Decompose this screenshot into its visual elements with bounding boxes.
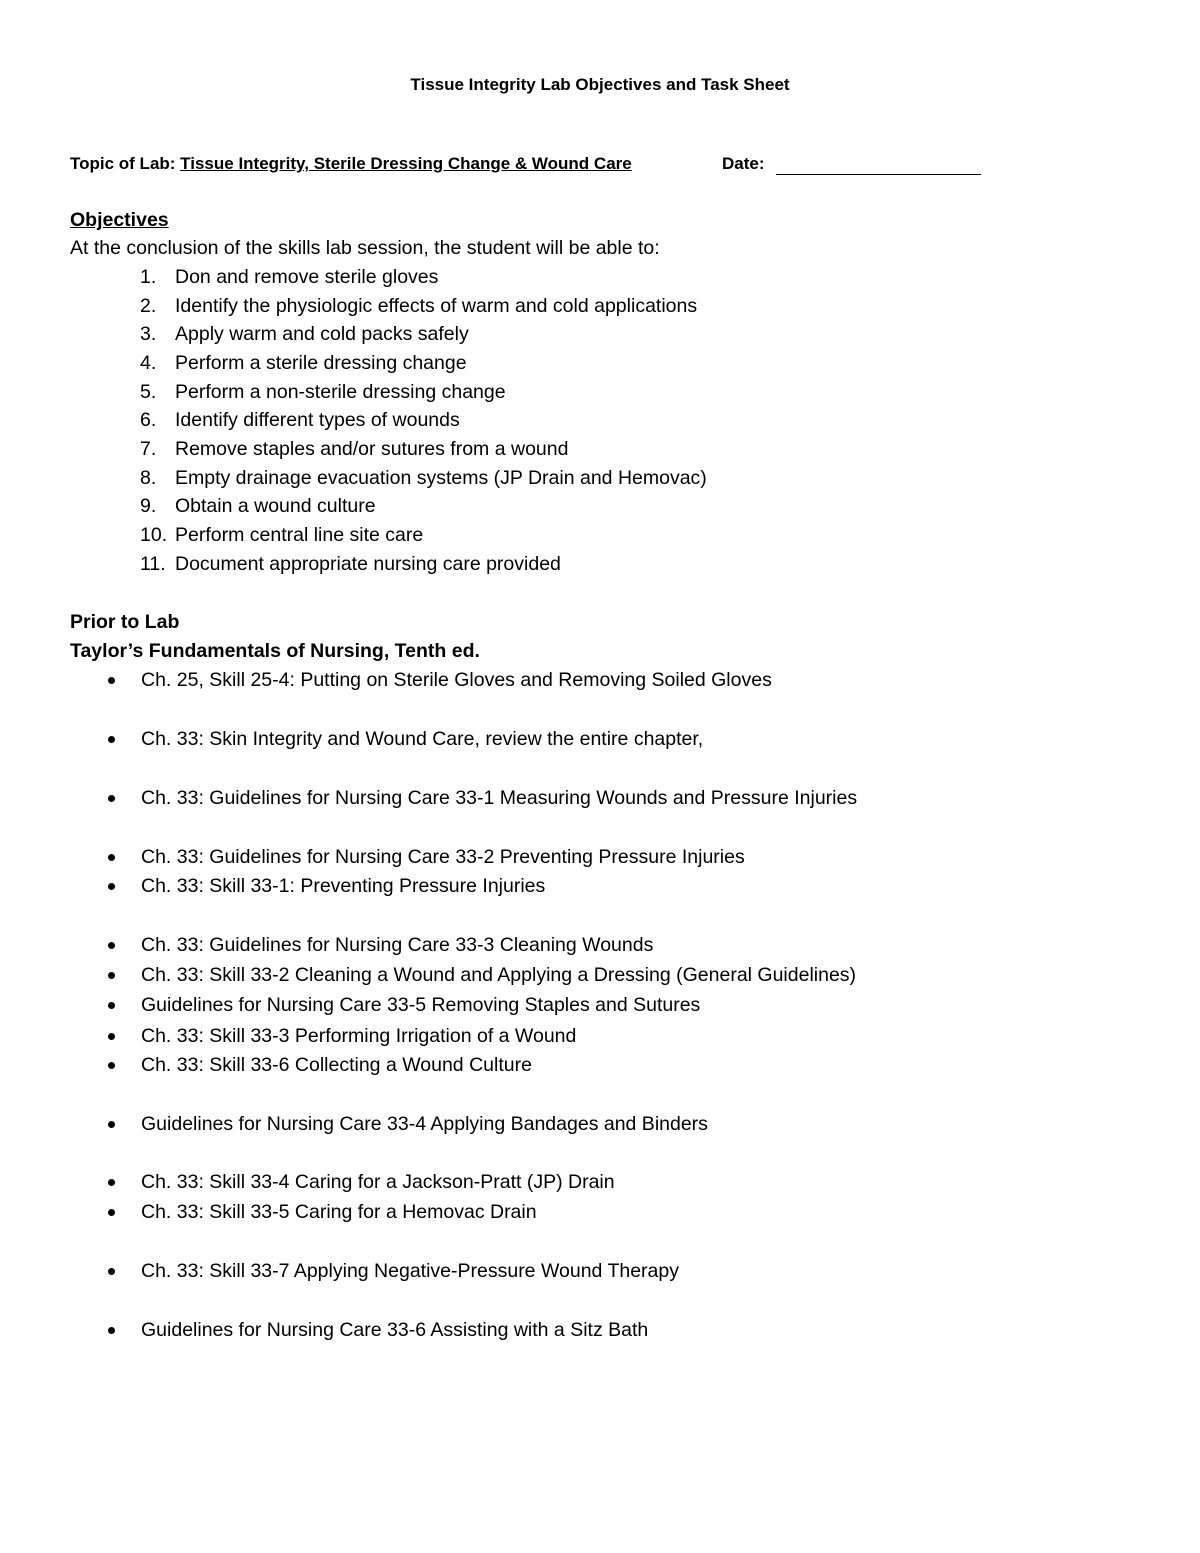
prior-item: Ch. 33: Skill 33-2 Cleaning a Wound and Applying a Dressing (General Guidelines) bbox=[141, 964, 857, 986]
bullet-icon bbox=[108, 883, 115, 890]
objective-number: 3. bbox=[140, 323, 157, 345]
prior-item: Ch. 33: Skill 33-7 Applying Negative-Pressure Wound Therapy bbox=[141, 1260, 679, 1282]
bullet-icon bbox=[108, 972, 115, 979]
objective-number: 10. bbox=[140, 524, 168, 546]
objective-item: Perform a sterile dressing change bbox=[175, 352, 467, 374]
objective-number: 6. bbox=[140, 409, 157, 431]
bullet-icon bbox=[108, 1268, 115, 1275]
date-blank-line bbox=[776, 174, 981, 175]
objective-item: Perform a non-sterile dressing change bbox=[175, 381, 506, 403]
objective-item: Apply warm and cold packs safely bbox=[175, 323, 469, 345]
topic-value: Tissue Integrity, Sterile Dressing Change & Wound Care bbox=[180, 154, 632, 173]
prior-item: Ch. 33: Guidelines for Nursing Care 33-1 Measuring Wounds and Pressure Injuries bbox=[141, 787, 858, 809]
objective-item: Perform central line site care bbox=[175, 524, 424, 546]
objective-item: Identify the physiologic effects of warm and cold applications bbox=[175, 295, 698, 317]
bullet-icon bbox=[108, 1062, 115, 1069]
objective-number: 7. bbox=[140, 438, 157, 460]
objective-item: Don and remove sterile gloves bbox=[175, 266, 439, 288]
prior-item: Ch. 33: Skill 33-6 Collecting a Wound Culture bbox=[141, 1054, 532, 1076]
prior-item: Ch. 33: Guidelines for Nursing Care 33-3 Cleaning Wounds bbox=[141, 934, 654, 956]
prior-book-title: Taylor’s Fundamentals of Nursing, Tenth ed. bbox=[70, 640, 480, 662]
prior-heading: Prior to Lab bbox=[70, 611, 180, 633]
bullet-icon bbox=[108, 942, 115, 949]
objective-number: 11. bbox=[140, 553, 166, 575]
bullet-icon bbox=[108, 677, 115, 684]
prior-item: Guidelines for Nursing Care 33-4 Applying Bandages and Binders bbox=[141, 1113, 708, 1135]
bullet-icon bbox=[108, 1033, 115, 1040]
prior-item: Ch. 33: Skin Integrity and Wound Care, review the entire chapter, bbox=[141, 728, 704, 750]
bullet-icon bbox=[108, 854, 115, 861]
objective-number: 5. bbox=[140, 381, 157, 403]
objective-item: Empty drainage evacuation systems (JP Drain and Hemovac) bbox=[175, 467, 707, 489]
bullet-icon bbox=[108, 795, 115, 802]
objective-number: 9. bbox=[140, 495, 157, 517]
prior-item: Ch. 33: Skill 33-4 Caring for a Jackson-Pratt (JP) Drain bbox=[141, 1171, 615, 1193]
prior-item: Ch. 33: Skill 33-1: Preventing Pressure Injuries bbox=[141, 875, 546, 897]
objective-item: Remove staples and/or sutures from a wound bbox=[175, 438, 569, 460]
bullet-icon bbox=[108, 1179, 115, 1186]
bullet-icon bbox=[108, 1327, 115, 1334]
topic-line bbox=[70, 153, 632, 175]
bullet-icon bbox=[108, 1002, 115, 1009]
prior-item: Ch. 33: Skill 33-5 Caring for a Hemovac Drain bbox=[141, 1201, 537, 1223]
prior-item: Ch. 33: Skill 33-3 Performing Irrigation of a Wound bbox=[141, 1025, 577, 1047]
prior-item: Guidelines for Nursing Care 33-5 Removing Staples and Sutures bbox=[141, 994, 701, 1016]
objectives-heading: Objectives bbox=[70, 209, 169, 231]
objective-item: Identify different types of wounds bbox=[175, 409, 460, 431]
objective-number: 1. bbox=[140, 266, 157, 288]
prior-item: Ch. 33: Guidelines for Nursing Care 33-2 Preventing Pressure Injuries bbox=[141, 846, 745, 868]
prior-item: Guidelines for Nursing Care 33-6 Assisting with a Sitz Bath bbox=[141, 1319, 649, 1341]
date-label: Date: bbox=[722, 154, 765, 173]
objective-number: 4. bbox=[140, 352, 157, 374]
document-title: Tissue Integrity Lab Objectives and Task Sheet bbox=[410, 75, 790, 94]
prior-item: Ch. 25, Skill 25-4: Putting on Sterile Gloves and Removing Soiled Gloves bbox=[141, 669, 772, 691]
topic-label: Topic of Lab: bbox=[70, 154, 181, 173]
bullet-icon bbox=[108, 736, 115, 743]
bullet-icon bbox=[108, 1121, 115, 1128]
objective-item: Document appropriate nursing care provided bbox=[175, 553, 561, 575]
objective-number: 2. bbox=[140, 295, 157, 317]
bullet-icon bbox=[108, 1209, 115, 1216]
objectives-intro: At the conclusion of the skills lab session, the student will be able to: bbox=[70, 237, 660, 259]
objective-number: 8. bbox=[140, 467, 157, 489]
objective-item: Obtain a wound culture bbox=[175, 495, 376, 517]
